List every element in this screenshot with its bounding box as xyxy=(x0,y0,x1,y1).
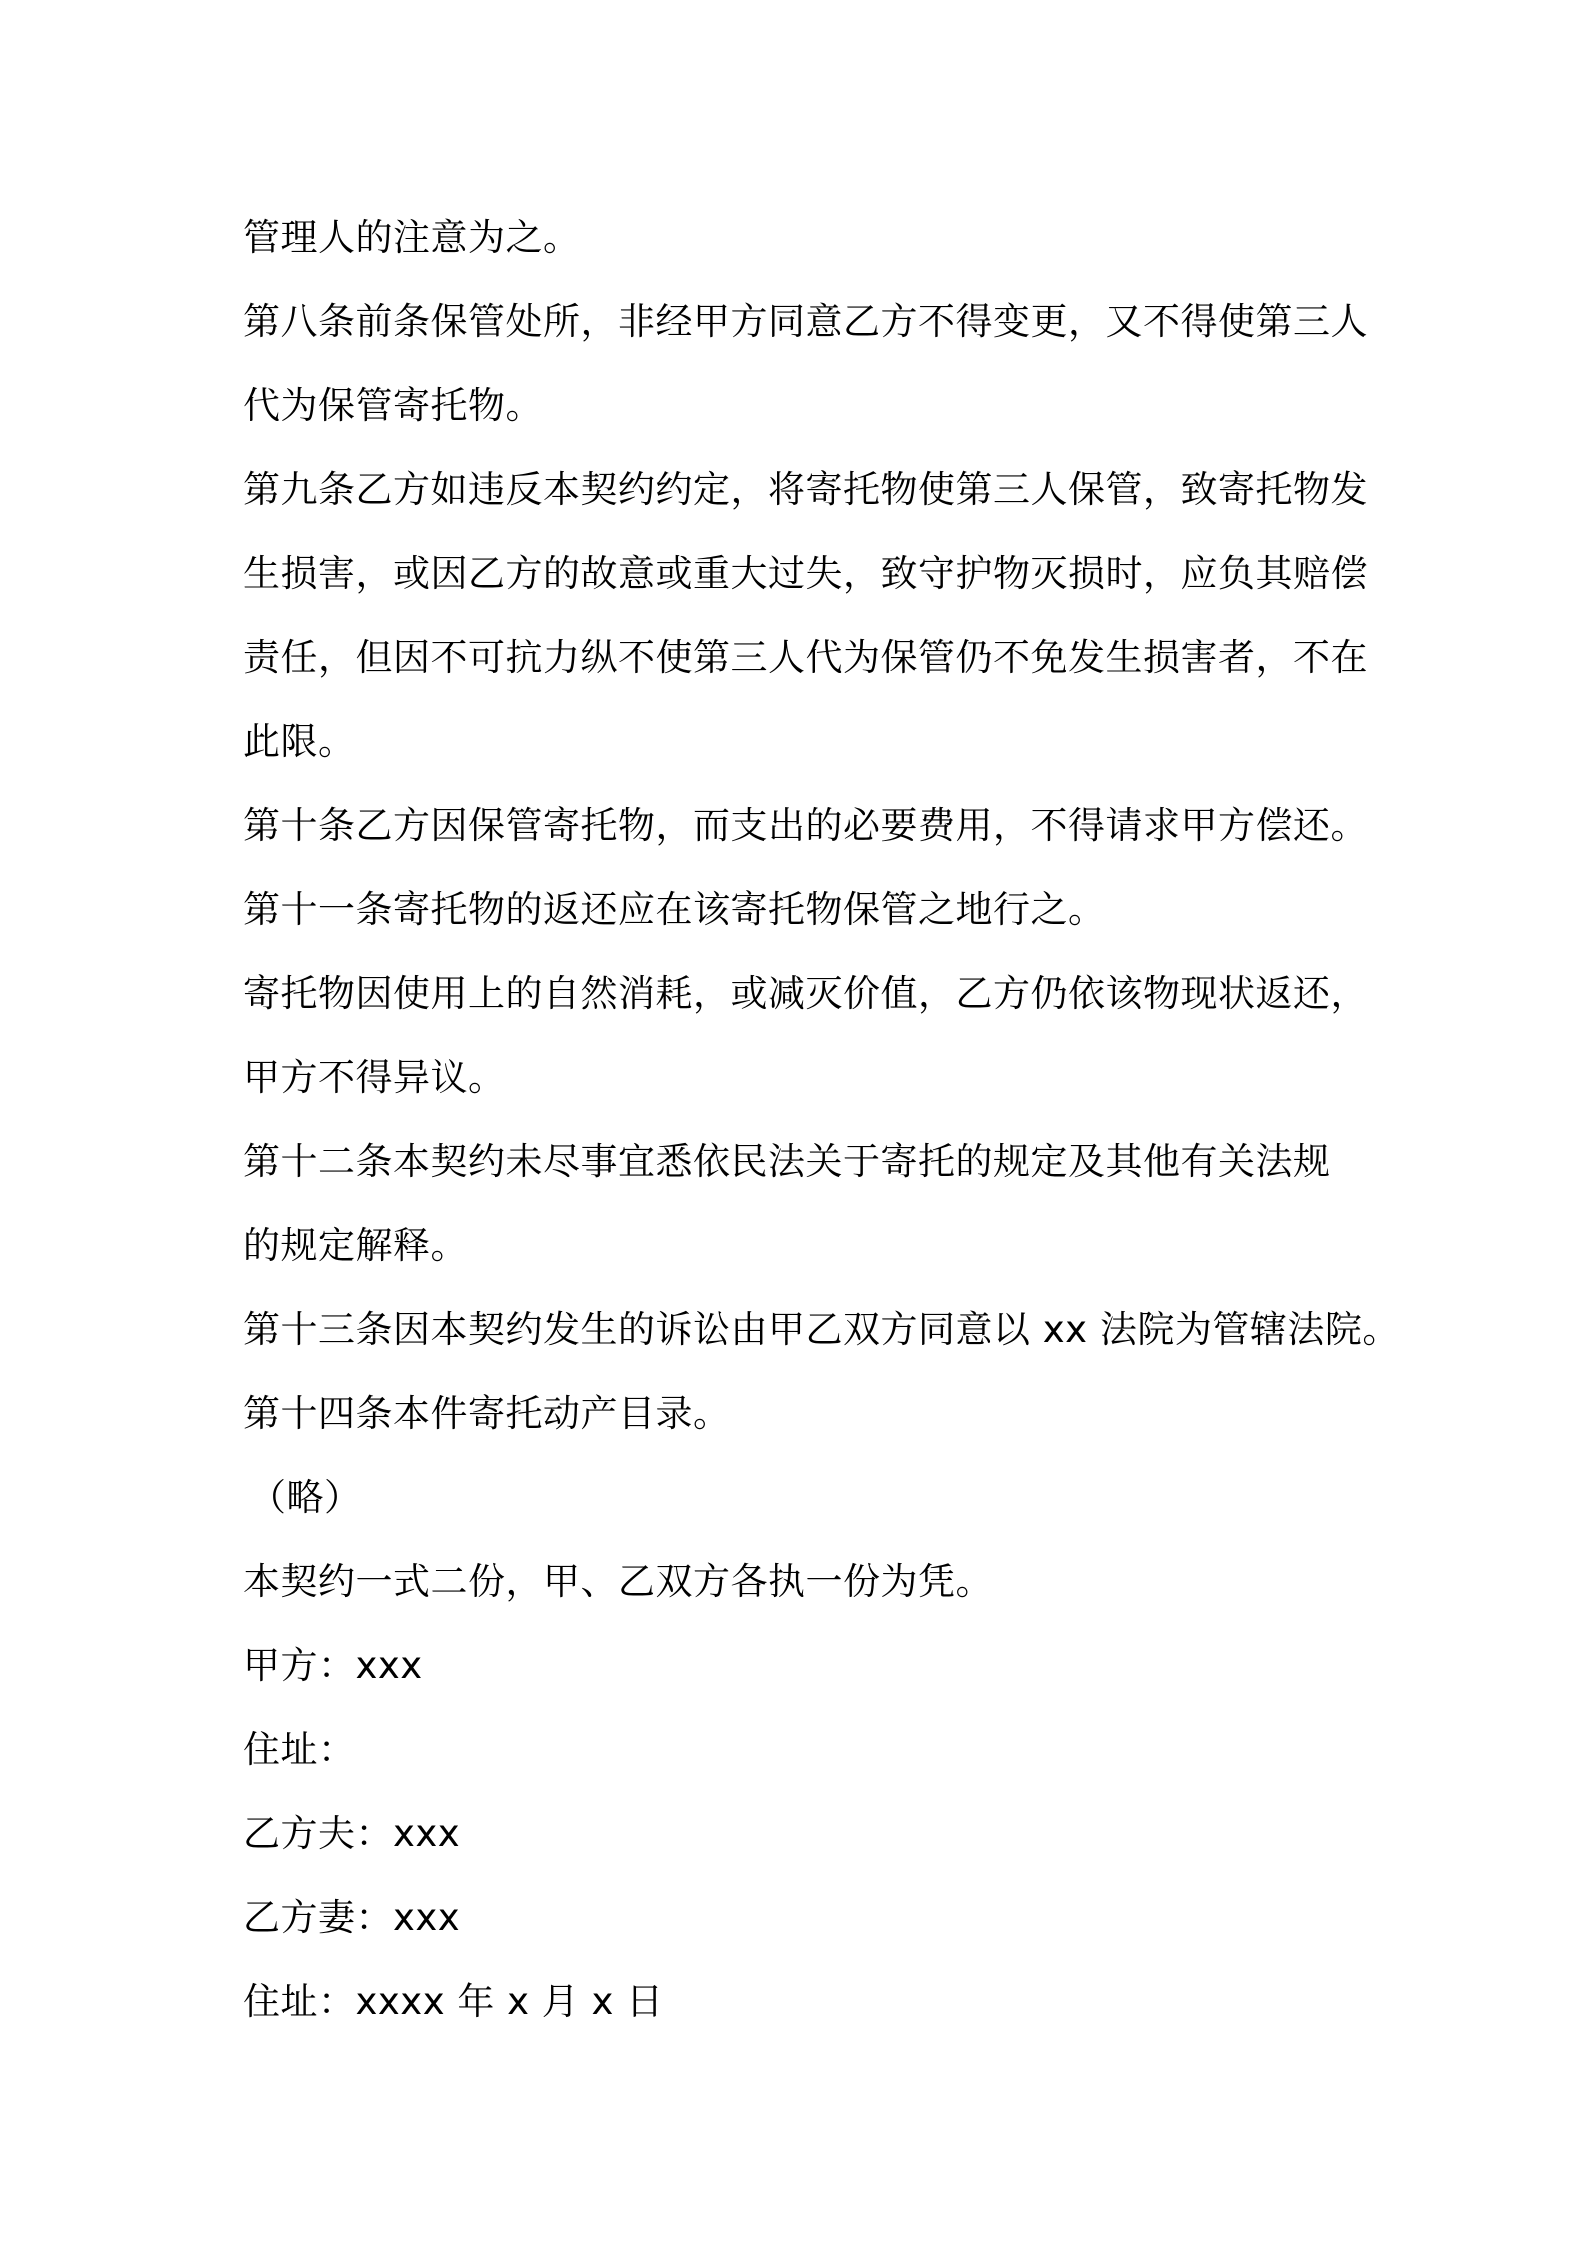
text-line: 甲方不得异议。 xyxy=(243,1056,506,1099)
text-line: 管理人的注意为之。 xyxy=(243,216,581,259)
text-line: 第九条乙方如违反本契约约定，将寄托物使第三人保管，致寄托物发 xyxy=(243,468,1368,511)
text-line: 本契约一式二份，甲、乙双方各执一份为凭。 xyxy=(243,1560,993,1603)
text-line: 寄托物因使用上的自然消耗，或减灭价值，乙方仍依该物现状返还， xyxy=(243,972,1368,1015)
text-line: 第十三条因本契约发生的诉讼由甲乙双方同意以 xx 法院为管辖法院。 xyxy=(243,1308,1400,1351)
text-line: 第八条前条保管处所，非经甲方同意乙方不得变更，又不得使第三人 xyxy=(243,300,1368,343)
text-line: 第十二条本契约未尽事宜悉依民法关于寄托的规定及其他有关法规 xyxy=(243,1140,1331,1183)
text-line: （略） xyxy=(249,1476,362,1519)
text-line: 乙方妻：xxx xyxy=(243,1896,461,1939)
text-line: 甲方：xxx xyxy=(243,1644,423,1687)
text-line: 责任，但因不可抗力纵不使第三人代为保管仍不免发生损害者，不在 xyxy=(243,636,1368,679)
text-line: 的规定解释。 xyxy=(243,1224,468,1267)
text-line: 住址：xxxx 年 x 月 x 日 xyxy=(243,1980,664,2023)
document-body xyxy=(243,196,1400,2044)
text-line: 第十条乙方因保管寄托物，而支出的必要费用，不得请求甲方偿还。 xyxy=(243,804,1368,847)
text-line: 第十四条本件寄托动产目录。 xyxy=(243,1392,731,1435)
text-line: 第十一条寄托物的返还应在该寄托物保管之地行之。 xyxy=(243,888,1106,931)
text-line: 代为保管寄托物。 xyxy=(243,384,543,427)
text-line: 住址： xyxy=(243,1728,356,1771)
text-line: 生损害，或因乙方的故意或重大过失，致守护物灭损时，应负其赔偿 xyxy=(243,552,1368,595)
text-line: 乙方夫：xxx xyxy=(243,1812,461,1855)
text-line: 此限。 xyxy=(243,720,356,763)
